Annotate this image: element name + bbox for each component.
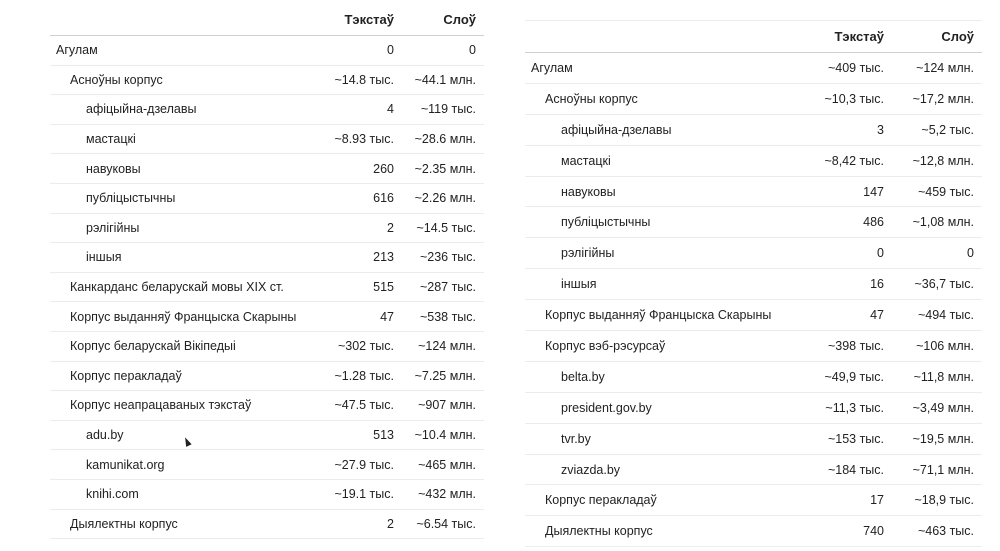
row-words-cell: ~1,08 млн. bbox=[892, 207, 982, 238]
table-row bbox=[525, 361, 982, 392]
row-name-cell: рэлігійны bbox=[525, 238, 800, 269]
row-words-cell: ~36,7 тыс. bbox=[892, 269, 982, 300]
row-words-cell: ~124 млн. bbox=[402, 331, 484, 361]
table-row bbox=[525, 238, 982, 269]
row-texts-cell: 0 bbox=[800, 238, 892, 269]
row-texts-cell: ~409 тыс. bbox=[800, 53, 892, 84]
row-texts-cell: ~14.8 тыс. bbox=[312, 65, 402, 95]
row-texts-cell: 740 bbox=[800, 516, 892, 547]
table-row bbox=[525, 269, 982, 300]
row-words-cell: ~6.54 тыс. bbox=[402, 509, 484, 539]
words-column-header: Слоў bbox=[892, 21, 982, 53]
row-name-cell: Дыялектны корпус bbox=[50, 509, 312, 539]
right-table-body bbox=[525, 53, 982, 547]
row-words-cell: ~106 млн. bbox=[892, 331, 982, 362]
table-row bbox=[50, 509, 484, 539]
row-words-cell: ~2.35 млн. bbox=[402, 154, 484, 184]
header-row bbox=[525, 21, 982, 53]
row-words-cell: 0 bbox=[402, 36, 484, 66]
table-row bbox=[525, 516, 982, 547]
row-name-cell: Дыялектны корпус bbox=[525, 516, 800, 547]
row-name-cell: афіцыйна-дзелавы bbox=[525, 114, 800, 145]
row-texts-cell: 515 bbox=[312, 272, 402, 302]
row-texts-cell: ~153 тыс. bbox=[800, 423, 892, 454]
table-row bbox=[50, 243, 484, 273]
row-name-cell: навуковы bbox=[50, 154, 312, 184]
row-words-cell: ~17,2 млн. bbox=[892, 83, 982, 114]
row-texts-cell: 2 bbox=[312, 509, 402, 539]
table-row bbox=[525, 423, 982, 454]
table-row bbox=[50, 95, 484, 125]
table-row bbox=[525, 145, 982, 176]
row-words-cell: ~18,9 тыс. bbox=[892, 485, 982, 516]
row-name-cell: kamunikat.org bbox=[50, 450, 312, 480]
table-row bbox=[50, 302, 484, 332]
row-words-cell: ~124 млн. bbox=[892, 53, 982, 84]
row-words-cell: ~3,49 млн. bbox=[892, 392, 982, 423]
row-texts-cell: 260 bbox=[312, 154, 402, 184]
texts-column-header: Тэкстаў bbox=[800, 21, 892, 53]
row-name-cell: knihi.com bbox=[50, 479, 312, 509]
row-name-cell: Асноўны корпус bbox=[525, 83, 800, 114]
table-row bbox=[525, 53, 982, 84]
table-row bbox=[525, 485, 982, 516]
table-row bbox=[50, 213, 484, 243]
row-name-cell: president.gov.by bbox=[525, 392, 800, 423]
left-stats-panel bbox=[50, 4, 484, 539]
right-stats-panel bbox=[525, 20, 982, 547]
row-name-cell: tvr.by bbox=[525, 423, 800, 454]
row-name-cell: zviazda.by bbox=[525, 454, 800, 485]
row-texts-cell: 3 bbox=[800, 114, 892, 145]
row-words-cell: ~494 тыс. bbox=[892, 300, 982, 331]
row-texts-cell: ~19.1 тыс. bbox=[312, 479, 402, 509]
row-name-cell: Корпус перакладаў bbox=[50, 361, 312, 391]
row-name-cell: публіцыстычны bbox=[525, 207, 800, 238]
row-texts-cell: ~398 тыс. bbox=[800, 331, 892, 362]
row-words-cell: ~71,1 млн. bbox=[892, 454, 982, 485]
row-texts-cell: 513 bbox=[312, 420, 402, 450]
table-row bbox=[525, 454, 982, 485]
left-table-body bbox=[50, 36, 484, 539]
row-name-cell: Корпус неапрацаваных тэкстаў bbox=[50, 391, 312, 421]
row-words-cell: ~2.26 млн. bbox=[402, 183, 484, 213]
table-row bbox=[50, 124, 484, 154]
row-words-cell: ~119 тыс. bbox=[402, 95, 484, 125]
row-name-cell: Корпус вэб-рэсурсаў bbox=[525, 331, 800, 362]
row-words-cell: ~538 тыс. bbox=[402, 302, 484, 332]
row-name-cell: іншыя bbox=[525, 269, 800, 300]
table-row bbox=[50, 183, 484, 213]
table-row bbox=[50, 391, 484, 421]
right-stats-table bbox=[525, 20, 982, 547]
row-words-cell: ~465 млн. bbox=[402, 450, 484, 480]
name-column-header bbox=[50, 4, 312, 36]
row-words-cell: ~11,8 млн. bbox=[892, 361, 982, 392]
row-name-cell: Агулам bbox=[50, 36, 312, 66]
row-texts-cell: 486 bbox=[800, 207, 892, 238]
row-name-cell: публіцыстычны bbox=[50, 183, 312, 213]
row-words-cell: 0 bbox=[892, 238, 982, 269]
row-texts-cell: 47 bbox=[800, 300, 892, 331]
table-row bbox=[525, 207, 982, 238]
words-column-header: Слоў bbox=[402, 4, 484, 36]
row-texts-cell: 47 bbox=[312, 302, 402, 332]
row-words-cell: ~44.1 млн. bbox=[402, 65, 484, 95]
row-texts-cell: ~49,9 тыс. bbox=[800, 361, 892, 392]
table-row bbox=[525, 176, 982, 207]
row-name-cell: Корпус выданняў Францыска Скарыны bbox=[50, 302, 312, 332]
table-row bbox=[525, 114, 982, 145]
table-row bbox=[50, 331, 484, 361]
row-name-cell: Канкарданс беларускай мовы XIX ст. bbox=[50, 272, 312, 302]
row-texts-cell: ~47.5 тыс. bbox=[312, 391, 402, 421]
row-texts-cell: ~27.9 тыс. bbox=[312, 450, 402, 480]
row-name-cell: мастацкі bbox=[525, 145, 800, 176]
row-words-cell: ~28.6 млн. bbox=[402, 124, 484, 154]
row-texts-cell: 2 bbox=[312, 213, 402, 243]
row-words-cell: ~907 млн. bbox=[402, 391, 484, 421]
table-row bbox=[525, 392, 982, 423]
row-words-cell: ~12,8 млн. bbox=[892, 145, 982, 176]
left-stats-table bbox=[50, 4, 484, 539]
row-name-cell: belta.by bbox=[525, 361, 800, 392]
row-words-cell: ~7.25 млн. bbox=[402, 361, 484, 391]
table-row bbox=[50, 272, 484, 302]
table-row bbox=[50, 154, 484, 184]
row-texts-cell: ~11,3 тыс. bbox=[800, 392, 892, 423]
row-texts-cell: 213 bbox=[312, 243, 402, 273]
row-words-cell: ~5,2 тыс. bbox=[892, 114, 982, 145]
row-texts-cell: 147 bbox=[800, 176, 892, 207]
table-row bbox=[50, 36, 484, 66]
row-texts-cell: ~8.93 тыс. bbox=[312, 124, 402, 154]
header-row bbox=[50, 4, 484, 36]
row-name-cell: Корпус перакладаў bbox=[525, 485, 800, 516]
table-row bbox=[525, 83, 982, 114]
row-words-cell: ~14.5 тыс. bbox=[402, 213, 484, 243]
row-words-cell: ~10.4 млн. bbox=[402, 420, 484, 450]
table-row bbox=[525, 300, 982, 331]
row-name-cell: Агулам bbox=[525, 53, 800, 84]
row-texts-cell: 616 bbox=[312, 183, 402, 213]
row-texts-cell: ~10,3 тыс. bbox=[800, 83, 892, 114]
row-name-cell: рэлігійны bbox=[50, 213, 312, 243]
row-name-cell: афіцыйна-дзелавы bbox=[50, 95, 312, 125]
row-words-cell: ~287 тыс. bbox=[402, 272, 484, 302]
texts-column-header: Тэкстаў bbox=[312, 4, 402, 36]
table-row bbox=[50, 65, 484, 95]
row-words-cell: ~463 тыс. bbox=[892, 516, 982, 547]
row-name-cell: Асноўны корпус bbox=[50, 65, 312, 95]
table-row bbox=[525, 331, 982, 362]
row-texts-cell: 16 bbox=[800, 269, 892, 300]
row-name-cell: навуковы bbox=[525, 176, 800, 207]
table-row bbox=[50, 361, 484, 391]
row-name-cell: adu.by bbox=[50, 420, 312, 450]
row-texts-cell: 17 bbox=[800, 485, 892, 516]
row-texts-cell: ~8,42 тыс. bbox=[800, 145, 892, 176]
row-texts-cell: 0 bbox=[312, 36, 402, 66]
row-texts-cell: ~302 тыс. bbox=[312, 331, 402, 361]
row-words-cell: ~19,5 млн. bbox=[892, 423, 982, 454]
row-name-cell: іншыя bbox=[50, 243, 312, 273]
row-name-cell: Корпус беларускай Вікіпедыі bbox=[50, 331, 312, 361]
table-row bbox=[50, 450, 484, 480]
row-texts-cell: ~184 тыс. bbox=[800, 454, 892, 485]
row-words-cell: ~432 млн. bbox=[402, 479, 484, 509]
row-name-cell: Корпус выданняў Францыска Скарыны bbox=[525, 300, 800, 331]
row-name-cell: мастацкі bbox=[50, 124, 312, 154]
table-row bbox=[50, 420, 484, 450]
name-column-header bbox=[525, 21, 800, 53]
table-row bbox=[50, 479, 484, 509]
row-words-cell: ~459 тыс. bbox=[892, 176, 982, 207]
row-words-cell: ~236 тыс. bbox=[402, 243, 484, 273]
row-texts-cell: ~1.28 тыс. bbox=[312, 361, 402, 391]
row-texts-cell: 4 bbox=[312, 95, 402, 125]
